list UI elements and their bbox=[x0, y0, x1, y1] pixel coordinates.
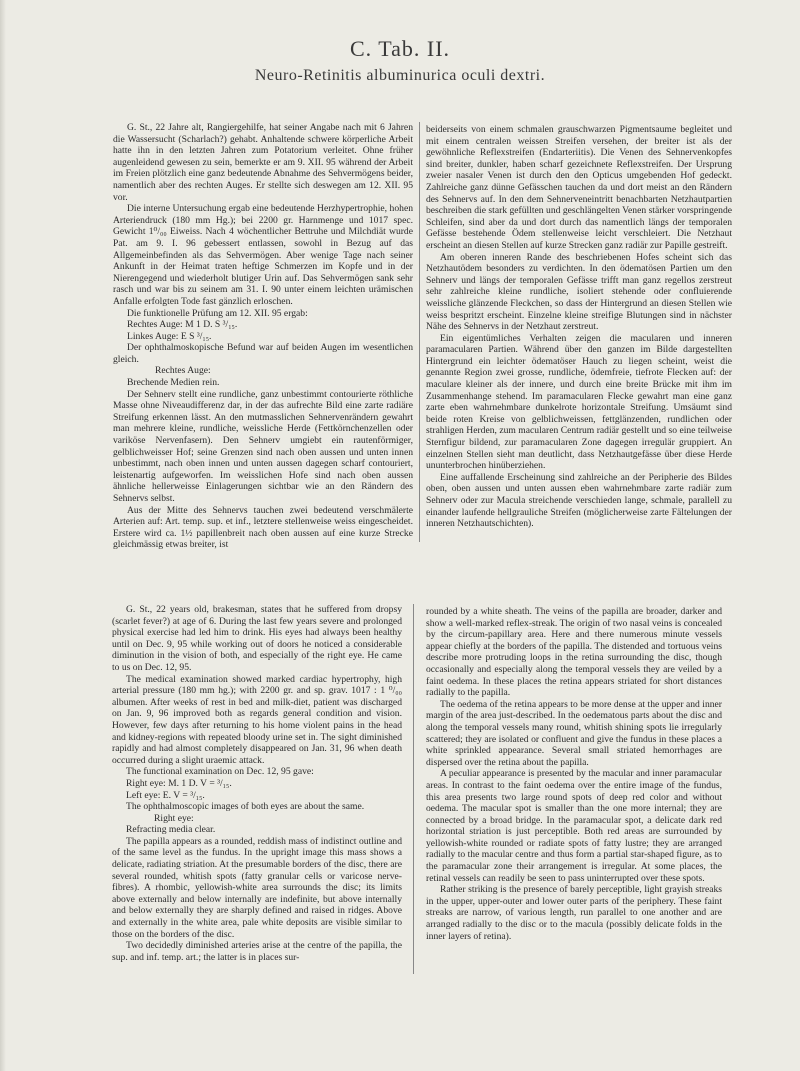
paragraph: Ein eigentümliches Verhalten zeigen die macularen und inneren paramacularen Partien. Während über den ganzen im Bilde dargestellten Hintergrund ein leichter ödematöser Hauch zu liegen scheint, weist die genannte Region zwei grosse, rundliche, ödemfreie, tiefrote Flecken auf: der maculare kleiner als der innere, und durch eine breite Brücke mit ihm im Zusammenhange stehend. Im paramacularen Flecke gewahrt man eine ganz zarte eben wahrnehmbare dunkelrote horizontale Streifung. Umsäumt sind beide roten Kreise von gelblichweissen, fettglänzenden, rundlichen oder strahligen Herden, zum macularen Centrum radiär gestellt und so eine teilweise Sternfigur bildend, zur paramacularen Zone dagegen irregulär gruppiert. An einzelnen Stellen sieht man deutlicht, dass Netzhautgefässe über diese Herde ununterbrochen hinüberziehen. bbox=[426, 332, 732, 472]
paragraph: Aus der Mitte des Sehnervs tauchen zwei bedeutend verschmälerte Arterien auf: Art. temp. sup. et inf., letztere stellenweise weiss eingescheidet. Erstere wird ca. 1½ papillenbreit nach oben aussen auf eine kurze Strecke gleichmässig etwas breiter, ist bbox=[113, 504, 413, 551]
paragraph: Brechende Medien rein. bbox=[127, 377, 220, 389]
paragraph: The ophthalmoscopic images of both eyes are about the same. bbox=[126, 801, 365, 813]
paragraph: Rechtes Auge: M 1 D. S ³/₁₅. bbox=[127, 319, 238, 331]
paragraph: The oedema of the retina appears to be more dense at the upper and inner margin of the area just-described. In the oedematous parts about the disc and along the temporal vessels many round, whitish shining spots lie irregularly scattered; they are isolated or confluent and give the fundus in these places a white sprinkled appearance. Several small striated hemorrhages are dispersed over the retina about the papilla. bbox=[426, 698, 722, 768]
paragraph: The functional examination on Dec. 12, 95 gave: bbox=[126, 766, 314, 778]
german-text-left-column bbox=[113, 122, 413, 551]
german-text-right-column bbox=[426, 124, 732, 530]
paragraph: A peculiar appearance is presented by the macular and inner paramacular areas. In contrast to the faint oedema over the entire image of the fundus, this area presents two large round spots of deep red color and without oedema. The macular spot is smaller than the one more internal; they are connected by a broad bridge. In the paramacular spot, a delicate dark red horizontal striation is just perceptible. Both red areas are surrounded by yellowish-white rounded or radiate spots of fatty lustre; they are arranged radially to the macular centre and thus form a partial star-shaped figure, as to the paramacular zone their arrangement is irregular. At some places, the retinal vessels can readily be seen to pass uninterrupted over these spots. bbox=[426, 768, 722, 884]
paragraph: G. St., 22 years old, brakesman, states that he suffered from dropsy (scarlet fever?) at age of 6. During the last few years severe and prolonged physical exercise had led him to drink. His eyes had always been healthy until on Dec. 9, 95 while working out of doors he noticed a considerable diminution in the vision of both, and especially of the right eye. He came to us on Dec. 12, 95. bbox=[112, 604, 402, 673]
english-text-right-column bbox=[426, 606, 722, 942]
paragraph: rounded by a white sheath. The veins of the papilla are broader, darker and show a well-marked reflex-streak. The origin of two nasal veins is concealed by the circum-papillary area. Here and there numerous minute vessels appear chiefly at the borders of the papilla. The distended and tortuous veins describe more protruding loops in the retina surrounding the disc, though occasionally and especially along the temporal vessels they are veiled by a faint oedema. In these places the retina appears striated for short distances radially to the papilla. bbox=[426, 606, 722, 699]
english-column-divider bbox=[413, 604, 414, 974]
paragraph: Two decidedly diminished arteries arise at the centre of the papilla, the sup. and inf. temp. art.; the latter is in places sur- bbox=[112, 940, 402, 963]
paragraph: Die funktionelle Prüfung am 12. XII. 95 ergab: bbox=[127, 307, 308, 319]
paragraph: G. St., 22 Jahre alt, Rangiergehilfe, hat seiner Angabe nach mit 6 Jahren die Wassersucht (Scharlach?) gehabt. Anhaltende schwere körperliche Arbeit hatte ihn in den letzten Jahren zum Potatorium verleitet. Ohne früher augenleidend gewesen zu sein, bemerkte er am 9. XII. 95 während der Arbeit im Freien plötzlich eine ganz bedeutende Abnahme des Sehvermögens beider, namentlich aber des rechten Auges. Er stellte sich deswegen am 12. XII. 95 vor. bbox=[113, 122, 413, 203]
plate-title: C. Tab. II. bbox=[349, 36, 451, 61]
paragraph: Eine auffallende Erscheinung sind zahlreiche an der Peripherie des Bildes oben, oben aussen und unten aussen eben wahrnehmbare zarte radiär zum Sehnerv oder zur Macula streichende verschieden lange, schmale, parallell zu einander laufende hellgrauliche Streifen (möglicherweise zarte Fältelungen der inneren Netzhautschichten). bbox=[426, 471, 732, 530]
paragraph: Right eye: bbox=[154, 812, 194, 824]
paragraph: Left eye: E. V = ³/₁₅. bbox=[126, 789, 205, 801]
paragraph: Rechtes Auge: bbox=[155, 365, 211, 377]
paragraph: Refracting media clear. bbox=[126, 824, 216, 836]
paragraph: Der ophthalmoskopische Befund war auf beiden Augen im wesentlichen gleich. bbox=[113, 342, 413, 365]
german-column-divider bbox=[419, 122, 420, 542]
paragraph: Right eye: M. 1 D. V = ³/₁₅. bbox=[126, 777, 232, 789]
paragraph: Linkes Auge: E S ³/₁₅. bbox=[127, 330, 212, 342]
paragraph: The papilla appears as a rounded, reddish mass of indistinct outline and of the same level as the fundus. In the upright image this mass shows a delicate, radiating striation. At the presumable borders of the disc, there are several rounded, whitish spots (fatty granular cells or varicose nerve-fibres). A rhombic, yellowish-white area surrounds the disc; its limits above externally and below internally are indefinite, but above internally and below externally they are sharply defined and raised in ridges. Above and externally in the white area, pale white deposits are visible similar to those on the borders of the disc. bbox=[112, 835, 402, 940]
paragraph: Am oberen inneren Rande des beschriebenen Hofes scheint sich das Netzhautödem besonders zu verdichten. In den ödematösen Partien um den Sehnerv und längs der temporalen Gefässe trifft man ganz regellos zerstreut sehr zahlreiche kleine rundliche, isoliert stehende oder confluierende weissliche glänzende Fleckchen, so dass der Hintergrund an diesen Stellen wie weiss bespritzt erscheint. Einzelne kleine streifige Blutungen sind in nächster Nähe des Sehnervs in der Netzhaut zerstreut. bbox=[426, 251, 732, 333]
paragraph: beiderseits von einem schmalen grauschwarzen Pigmentsaume begleitet und mit einem centralen weissen Streifen versehen, der breiter ist als der gewöhnliche Reflexstreifen (Endarteriitis). Die Venen des Sehnervenkopfes sind breiter, dunkler, haben scharf gezeichnete Reflexstreifen. Der Ursprung zweier nasaler Venen ist durch den den Opticus umgebenden Hof gedeckt. Zahlreiche ganz dünne Gefässchen tauchen da und dort meist an den Rändern des Sehnervs auf. In den dem Sehnerveneintritt benachbarten Netzhautpartien beschreiben die stark gefüllten und geschlängelten Venen stärker vorspringende Schleifen, sind aber da und dort durch das namentlich längs der temporalen Gefässe bestehende Ödem stellenweise leicht verschleiert. Die Netzhaut erscheint an diesen Stellen auf kurze Strecken ganz radiär zur Papille gestreift. bbox=[426, 124, 732, 251]
plate-subtitle: Neuro-Retinitis albuminurica oculi dextri. bbox=[254, 67, 546, 84]
paragraph: The medical examination showed marked cardiac hypertrophy, high arterial pressure (180 mm hg.); with 2200 gr. and sp. grav. 1017 : 1 ⁰/₀₀ albumen. After weeks of rest in bed and milk-diet, patient was discharged on Jan. 9, 96 improved both as regards general condition and vision. However, few days after returning to his home violent pains in the head and kidney-regions with repeated bloody urine set in. The sight diminished rapidly and had almost completely disappeared on Jan. 31, 96 when death occurred during a slight uraemic attack. bbox=[112, 673, 402, 766]
paragraph: Die interne Untersuchung ergab eine bedeutende Herzhypertrophie, hohen Arteriendruck (180 mm Hg.); bei 2200 gr. Harnmenge und 1017 spec. Gewicht 1⁰/₀₀ Eiweiss. Nach 4 wöchentlicher Bettruhe und Milchdiät wurde Pat. am 9. I. 96 gebessert entlassen, sowohl in Bezug auf das Allgemeinbefinden als das Sehvermögen. Aber wenige Tage nach seiner Ankunft in der Heimat traten heftige Schmerzen im Kopfe und in der Nierengegend und wiederholt blutiger Urin auf. Das Sehvermögen sank sehr rasch und war bis zu seinem am 31. I. 90 unter einem leichten urämischen Anfalle erfolgten Tode fast gänzlich erloschen. bbox=[113, 203, 413, 307]
paragraph: Der Sehnerv stellt eine rundliche, ganz unbestimmt contourierte röthliche Masse ohne Niveaudifferenz dar, in der das aufrechte Bild eine zarte radiäre Streifung erkennen lässt. An den mutmasslichen Sehnervenrändern gewahrt man mehrere kleine, rundliche, weissliche Herde (Fettkörnchenzellen oder varikösе Nervenfasern). Den Sehnerv umgiebt ein rautenförmiger, gelblichweisser Hof; seine Grenzen sind nach oben aussen und unten innen unbestimmt, nach oben innen und unten aussen dagegen scharf contouriert, leistenartig aufgeworfen. Im weisslichen Hofe sind nach oben aussen ähnliche hellerweisse Einlagerungen sichtbar wie an den Rändern des Sehnervs selbst. bbox=[113, 388, 413, 504]
page-edge bbox=[0, 0, 6, 1071]
paragraph: Rather striking is the presence of barely perceptible, light grayish streaks in the upper, upper-outer and lower outer parts of the periphery. These faint streaks are narrow, of various length, run parallel to one another and are arranged radially to the disc or to the macula (possibly delicate folds in the inner layers of retina). bbox=[426, 884, 722, 942]
english-text-left-column bbox=[112, 604, 402, 963]
